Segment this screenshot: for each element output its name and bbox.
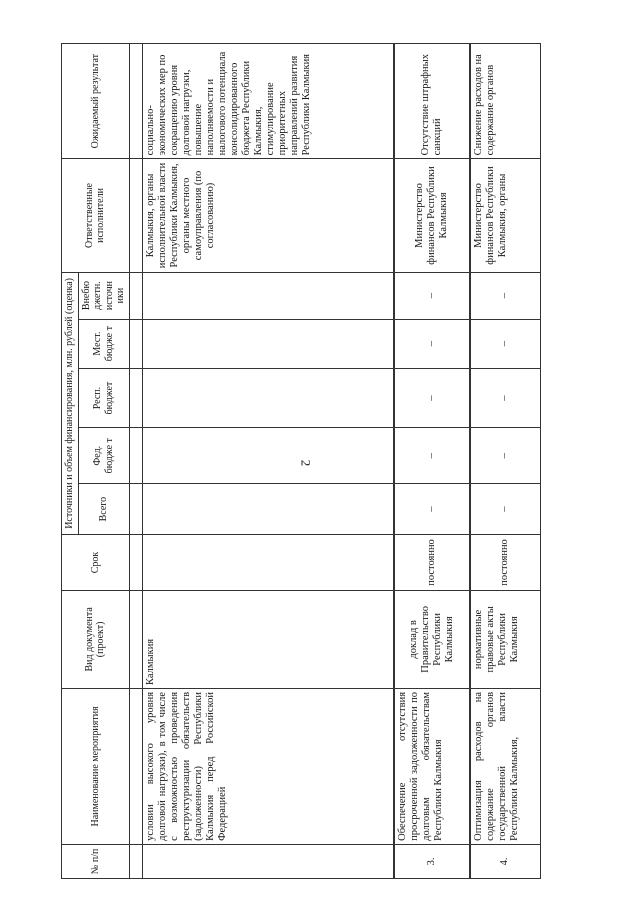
row-responsible: Министерство финансов Республики Калмыкия, органы <box>470 159 540 272</box>
header-row-3 <box>129 44 142 879</box>
row-extra: – <box>470 272 540 319</box>
row-num: 3. <box>394 844 470 878</box>
row-local <box>142 319 394 368</box>
header-row-1 <box>62 44 79 879</box>
row-fed <box>142 428 394 484</box>
row-num <box>142 844 394 878</box>
header-responsible: Ответственные исполнители <box>62 159 130 272</box>
row-doc: Калмыкия <box>142 590 394 688</box>
rotated-table-container <box>61 43 611 879</box>
header-term: Срок <box>62 535 130 591</box>
row-extra: – <box>394 272 470 319</box>
row-term: постоянно <box>394 535 470 591</box>
row-fed: – <box>470 428 540 484</box>
row-rep <box>142 368 394 428</box>
row-result: социально-экономических мер по сокращению уровня долговой нагрузки, повышение наполняемости и налогового потенциала консолидированного бюджета Республики Калмыкия, стимулирование приоритетных направлений развития Республики Калмыкия <box>142 44 394 159</box>
row-total: – <box>394 483 470 534</box>
row-fed: – <box>394 428 470 484</box>
header-result: Ожидаемый результат <box>62 44 130 159</box>
table-row <box>470 44 540 879</box>
row-doc: нормативные правовые акты Республики Калмыкия <box>470 590 540 688</box>
header-num: № п/п <box>62 844 130 878</box>
row-name: условии высокого уровня долговой нагрузки), в том числе с возможностью проведения реструктуризации обязательств (задолженности) Республики Калмыкия перед Российской Федерацией <box>142 688 394 844</box>
header-extra: Внебю джетн. источн ики <box>78 272 129 319</box>
row-doc: доклад в Правительство Республики Калмыкия <box>394 590 470 688</box>
header-name: Наименование мероприятия <box>62 688 130 844</box>
row-name: Оптимизация расходов на содержание органов государственной власти Республики Калмыкия, <box>470 688 540 844</box>
plan-table <box>61 43 541 879</box>
row-rep: – <box>394 368 470 428</box>
header-doc: Вид документа (проект) <box>62 590 130 688</box>
header-total: Всего <box>78 483 129 534</box>
header-funding: Источники и объем финансирования, млн. рублей (оценка) <box>62 272 79 535</box>
row-responsible: Министерство финансов Республики Калмыкия <box>394 159 470 272</box>
row-rep: – <box>470 368 540 428</box>
row-result: Отсутствие штрафных санкций <box>394 44 470 159</box>
table-row <box>394 44 470 879</box>
header-local: Мест. бюдже т <box>78 319 129 368</box>
row-num: 4. <box>470 844 540 878</box>
row-responsible: Калмыкия, органы исполнительной власти Республики Калмыкия, органы местного самоуправления (по согласованию) <box>142 159 394 272</box>
row-name: Обеспечение отсутствия просроченной задолженности по долговым обязательствам Республики Калмыкия <box>394 688 470 844</box>
page-number: 2 <box>298 459 314 467</box>
table-row <box>142 44 394 879</box>
row-local: – <box>470 319 540 368</box>
row-term: постоянно <box>470 535 540 591</box>
row-total: – <box>470 483 540 534</box>
header-rep: Респ. бюджет <box>78 368 129 428</box>
row-local: – <box>394 319 470 368</box>
row-total <box>142 483 394 534</box>
row-result: Снижение расходов на содержание органов <box>470 44 540 159</box>
row-extra <box>142 272 394 319</box>
header-fed: Фед. бюдже т <box>78 428 129 484</box>
row-term <box>142 535 394 591</box>
